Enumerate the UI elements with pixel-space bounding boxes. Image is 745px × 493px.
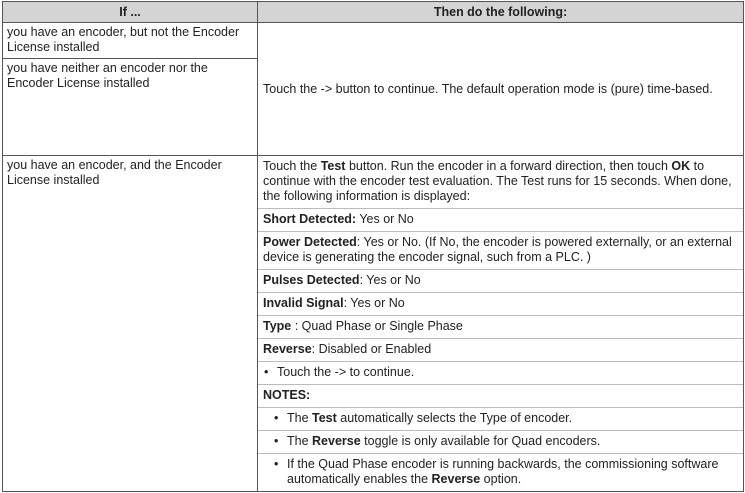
note-item: • The Reverse toggle is only available for Quad encoders.	[258, 430, 743, 453]
action-cell	[258, 156, 744, 492]
note-item: • If the Quad Phase encoder is running backwards, the commissioning software automatically enables the Reverse option.	[258, 453, 743, 491]
test-label: Test	[320, 159, 346, 173]
condition-no-license: you have an encoder, but not the Encoder License installed	[7, 25, 240, 54]
table-row	[3, 23, 744, 156]
note-item: • The Test automatically selects the Type of encoder.	[258, 407, 743, 430]
continue-bullet: • Touch the -> to continue.	[258, 361, 743, 384]
condition-cell	[3, 156, 258, 492]
table-row	[3, 156, 744, 492]
info-invalid-signal: Invalid Signal: Yes or No	[258, 292, 743, 315]
info-power-detected: Power Detected: Yes or No. (If No, the encoder is powered externally, or an external device is generating the encoder signal, such from a PLC. )	[258, 231, 743, 269]
condition-no-encoder: you have neither an encoder nor the Encoder License installed	[3, 58, 257, 94]
info-reverse: Reverse: Disabled or Enabled	[258, 338, 743, 361]
bullet-icon: •	[274, 411, 279, 425]
header-then: Then do the following:	[258, 2, 744, 23]
info-type: Type : Quad Phase or Single Phase	[258, 315, 743, 338]
bullet-icon: •	[264, 365, 269, 379]
test-instructions: Touch the Test button. Run the encoder in a forward direction, then touch OK to continue with the encoder test evaluation. The Test runs for 15 seconds. When done, the following information is displayed:	[263, 159, 732, 203]
condition-cell	[3, 23, 258, 156]
header-if: If ...	[3, 2, 258, 23]
action-cell	[258, 23, 744, 156]
condition-encoder-licensed: you have an encoder, and the Encoder License installed	[7, 158, 222, 187]
notes-heading: NOTES:	[258, 384, 743, 407]
action-text: Touch the -> button to continue. The default operation mode is (pure) time-based.	[263, 81, 713, 96]
table-header-row	[3, 2, 744, 23]
bullet-icon: •	[274, 457, 279, 471]
instruction-table	[2, 1, 744, 492]
info-short-detected: Short Detected: Yes or No	[258, 208, 743, 231]
info-pulses-detected: Pulses Detected: Yes or No	[258, 269, 743, 292]
bullet-icon: •	[274, 434, 279, 448]
ok-label: OK	[671, 159, 691, 173]
